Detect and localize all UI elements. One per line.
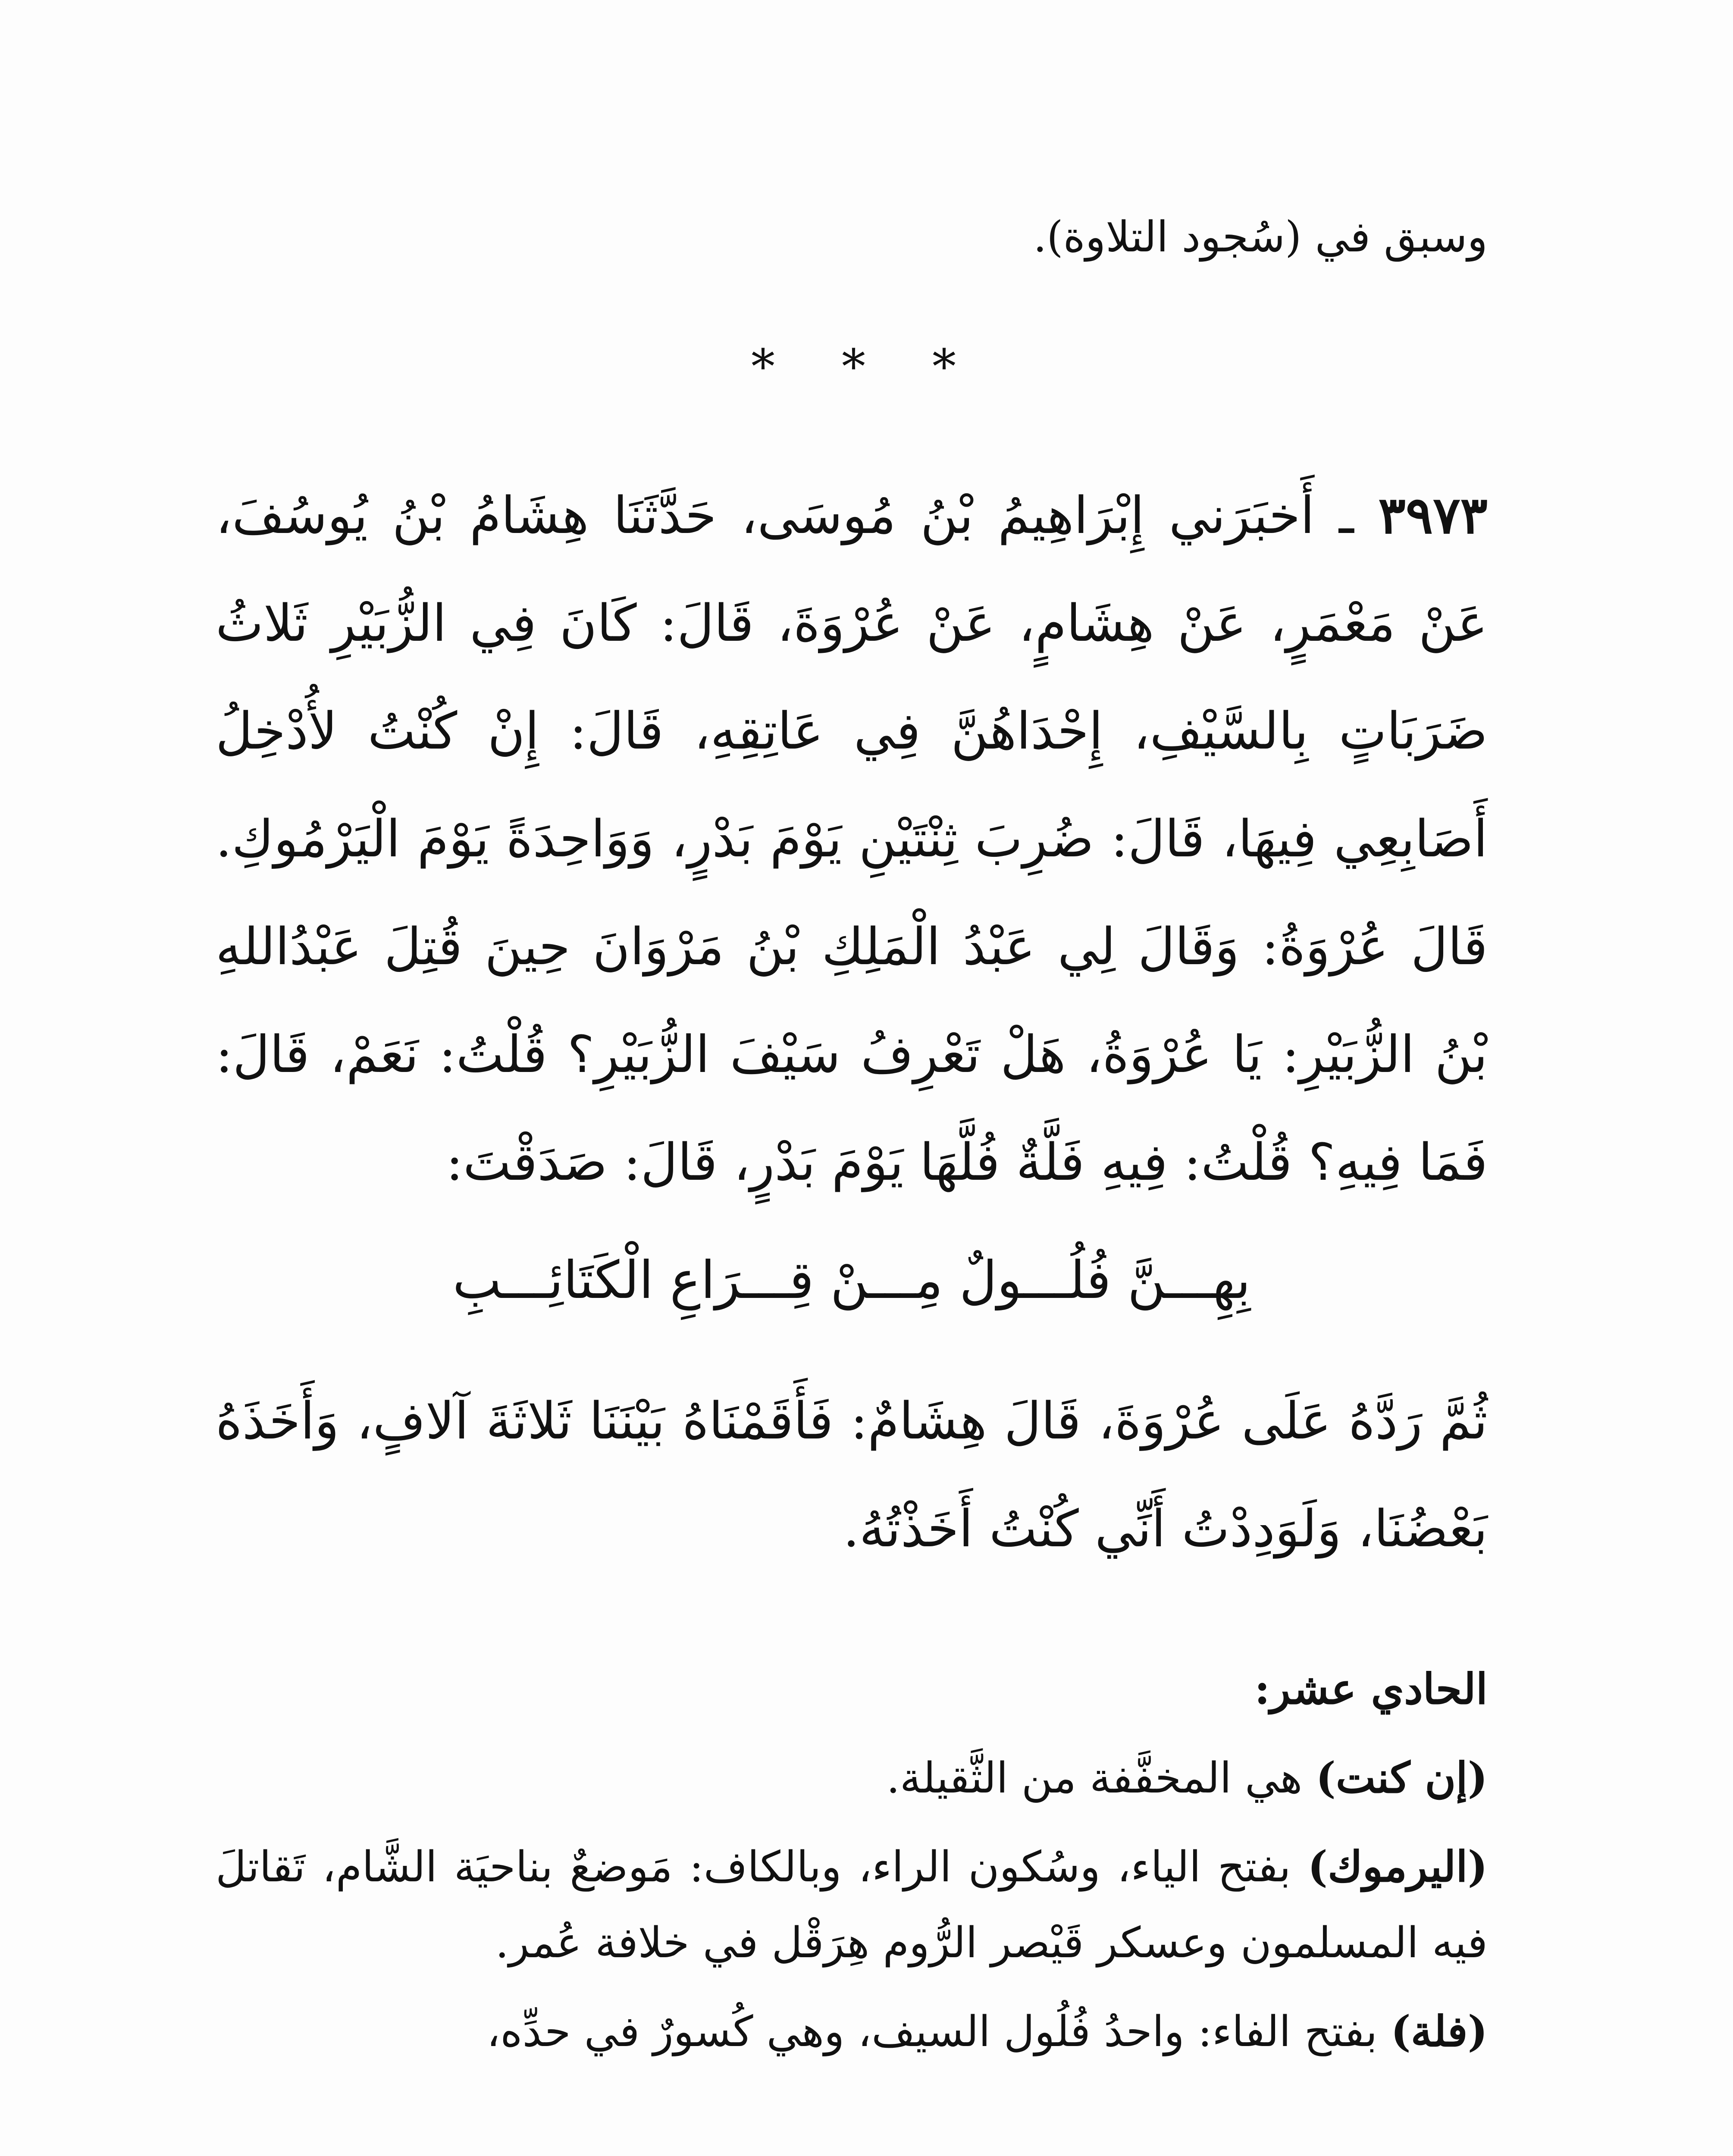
note-term: (اليرموك)	[1307, 1842, 1488, 1892]
hadith-continuation: ثُمَّ رَدَّهُ عَلَى عُرْوَةَ، قَالَ هِشَامٌ: فَأَقَمْنَاهُ بَيْنَنَا ثَلاثَةَ آلافٍ، وَأَخَذَهُ بَعْضُنَا، وَلَوَدِدْتُ أَنِّي كُنْتُ أَخَذْتُهُ.	[216, 1391, 1488, 1558]
note-text: بفتح الفاء: واحدُ فُلُول السيف، وهي كُسورٌ في حدِّه،	[486, 2007, 1391, 2056]
previous-note: وسبق في (سُجود التلاوة).	[1033, 213, 1488, 262]
note-text: بفتح الياء، وسُكون الراء، وبالكاف: مَوضعٌ بناحيَة الشَّام، تَقاتلَ فيه المسلمون وعسكر قَيْصر الرُّوم هِرَقْل في خلافة عُمر.	[216, 1843, 1488, 1968]
note-item	[216, 1829, 1488, 1981]
note-text: هي المخفَّفة من الثَّقيلة.	[886, 1754, 1316, 1803]
note-term: (فلة)	[1391, 2007, 1488, 2056]
note-term: (إن كنت)	[1316, 1753, 1488, 1803]
commentary-notes	[216, 1651, 1488, 2083]
section-separator: * * *	[751, 339, 982, 394]
hadith-body: ـ أَخبَرَني إِبْرَاهِيمُ بْنُ مُوسَى، حَدَّثَنَا هِشَامُ بْنُ يُوسُفَ، عَنْ مَعْمَرٍ، عَنْ هِشَامٍ، عَنْ عُرْوَةَ، قَالَ: كَانَ فِي الزُّبَيْرِ ثَلاثُ ضَرَبَاتٍ بِالسَّيْفِ، إِحْدَاهُنَّ فِي عَاتِقِهِ، قَالَ: إِنْ كُنْتُ لأُدْخِلُ أَصَابِعِي فِيهَا، قَالَ: ضُرِبَ ثِنْتَيْنِ يَوْمَ بَدْرٍ، وَوَاحِدَةً يَوْمَ الْيَرْمُوكِ. قَالَ عُرْوَةُ: وَقَالَ لِي عَبْدُ الْمَلِكِ بْنُ مَرْوَانَ حِينَ قُتِلَ عَبْدُاللهِ بْنُ الزُّبَيْرِ: يَا عُرْوَةُ، هَلْ تَعْرِفُ سَيْفَ الزُّبَيْرِ؟ قُلْتُ: نَعَمْ، قَالَ: فَمَا فِيهِ؟ قُلْتُ: فِيهِ فَلَّةٌ فُلَّهَا يَوْمَ بَدْرٍ، قَالَ: صَدَقْتَ:	[216, 486, 1488, 1192]
note-item	[216, 1740, 1488, 1816]
hadith-number: ٣٩٧٣	[1378, 485, 1488, 545]
notes-heading: الحادي عشر:	[1254, 1664, 1488, 1714]
hadith-text	[216, 461, 1488, 1216]
poetry-verse: بِهِـــنَّ فُلُـــولٌ مِـــنْ قِـــرَاعِ الْكَتَائِـــبِ	[452, 1250, 1251, 1310]
note-item	[216, 1994, 1488, 2070]
